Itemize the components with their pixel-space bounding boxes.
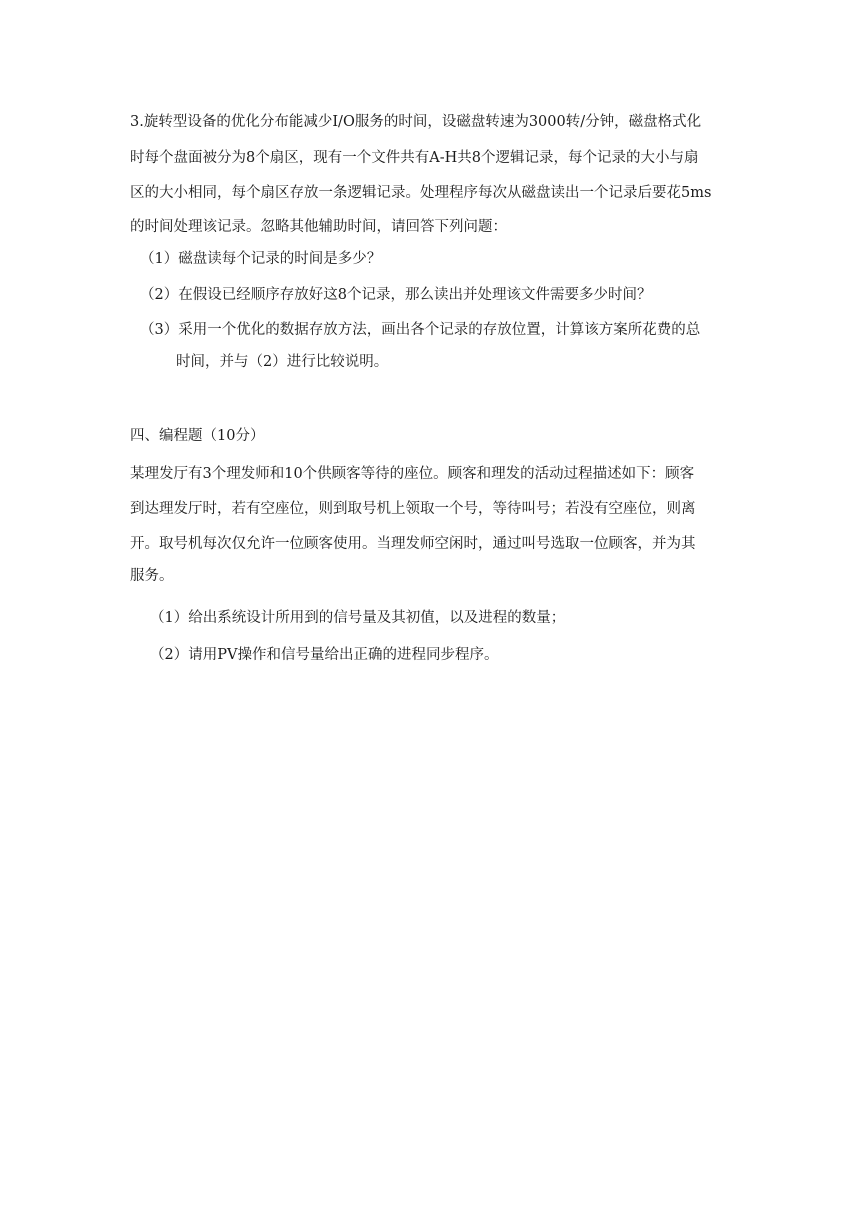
s4-line-3: 开。取号机每次仅允许一位顾客使用。当理发师空闲时，通过叫号选取一位顾客，并为其 <box>130 536 696 552</box>
q3-line-1: 3.旋转型设备的优化分布能减少I/O服务的时间，设磁盘转速为3000转/分钟，磁盘格式化 <box>130 114 702 130</box>
s4-line-4: 服务。 <box>130 568 174 584</box>
s4-line-2: 到达理发厅时，若有空座位，则到取号机上领取一个号，等待叫号；若没有空座位，则离 <box>130 501 696 517</box>
q3-sub-2: （2）在假设已经顺序存放好这8个记录，那么读出并处理该文件需要多少时间？ <box>140 287 652 303</box>
s4-sub-2: （2）请用PV操作和信号量给出正确的进程同步程序。 <box>150 647 499 663</box>
q3-line-4: 的时间处理该记录。忽略其他辅助时间，请回答下列问题： <box>130 219 507 235</box>
q3-sub-1: （1）磁盘读每个记录的时间是多少？ <box>140 251 382 267</box>
q3-line-2: 时每个盘面被分为8个扇区，现有一个文件共有A-H共8个逻辑记录，每个记录的大小与扇 <box>130 150 699 166</box>
q3-line-3: 区的大小相同，每个扇区存放一条逻辑记录。处理程序每次从磁盘读出一个记录后要花5ms <box>130 185 712 201</box>
s4-line-1: 某理发厅有3个理发师和10个供顾客等待的座位。顾客和理发的活动过程描述如下：顾客 <box>130 466 695 482</box>
q3-sub-3-cont: 时间，并与（2）进行比较说明。 <box>176 354 389 370</box>
q3-sub-3: （3）采用一个优化的数据存放方法，画出各个记录的存放位置，计算该方案所花费的总 <box>140 322 701 338</box>
s4-sub-1: （1）给出系统设计所用到的信号量及其初值，以及进程的数量； <box>150 610 566 626</box>
section-heading: 四、编程题（10分） <box>130 428 265 444</box>
